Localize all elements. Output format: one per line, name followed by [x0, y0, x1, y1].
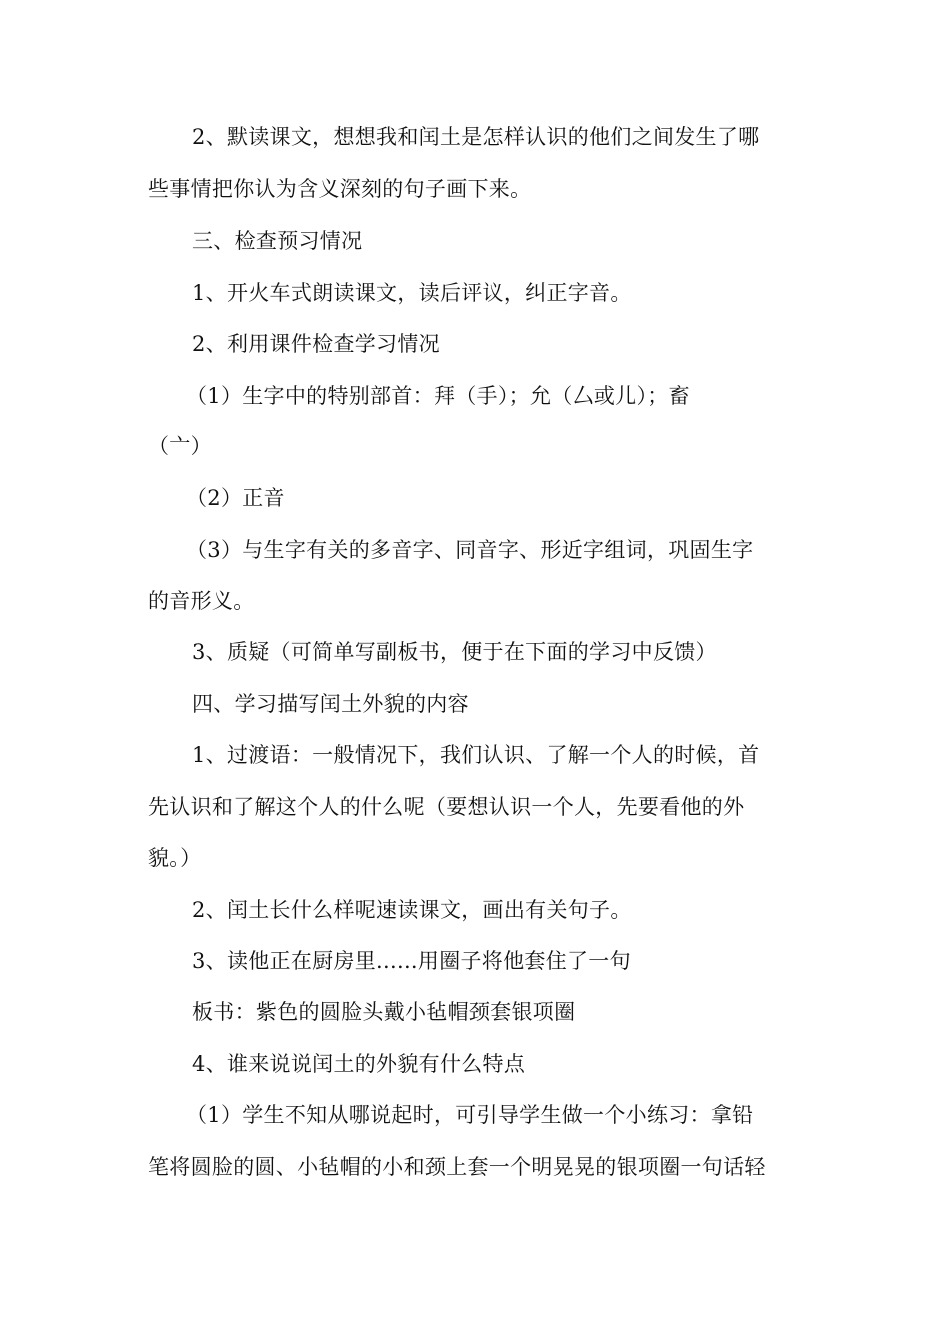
- text-line: 4、谁来说说闰土的外貌有什么特点: [192, 1052, 526, 1076]
- text-line: （1）生字中的特别部首：拜（手）；允（厶或儿）；畜: [186, 384, 690, 408]
- text-line: 2、闰土长什么样呢速读课文，画出有关句子。: [192, 898, 632, 922]
- text-line: 2、利用课件检查学习情况: [192, 332, 440, 356]
- text-line: 笔将圆脸的圆、小毡帽的小和颈上套一个明晃晃的银项圈一句话轻: [148, 1155, 766, 1179]
- text-line: 1、开火车式朗读课文，读后评议，纠正字音。: [192, 281, 632, 305]
- text-line: （3）与生字有关的多音字、同音字、形近字组词，巩固生字: [186, 538, 754, 562]
- text-line: 先认识和了解这个人的什么呢（要想认识一个人，先要看他的外: [148, 795, 745, 819]
- text-line: 3、质疑（可简单写副板书，便于在下面的学习中反馈）: [192, 640, 717, 664]
- section-heading: 三、检查预习情况: [192, 229, 363, 253]
- text-line: （亠）: [148, 434, 212, 458]
- text-line: 的音形义。: [148, 589, 255, 613]
- text-line: （2）正音: [186, 486, 285, 510]
- section-heading: 四、学习描写闰土外貌的内容: [192, 692, 469, 716]
- text-line: 貌。）: [148, 846, 202, 870]
- text-line: 1、过渡语：一般情况下，我们认识、了解一个人的时候，首: [192, 743, 760, 767]
- text-line: （1）学生不知从哪说起时，可引导学生做一个小练习：拿铅: [186, 1103, 754, 1127]
- text-line: 板书：紫色的圆脸头戴小毡帽颈套银项圈: [192, 1000, 576, 1024]
- text-line: 2、默读课文，想想我和闰土是怎样认识的他们之间发生了哪: [192, 125, 760, 149]
- text-line: 些事情把你认为含义深刻的句子画下来。: [148, 177, 532, 201]
- text-line: 3、读他正在厨房里......用圈子将他套住了一句: [192, 949, 631, 973]
